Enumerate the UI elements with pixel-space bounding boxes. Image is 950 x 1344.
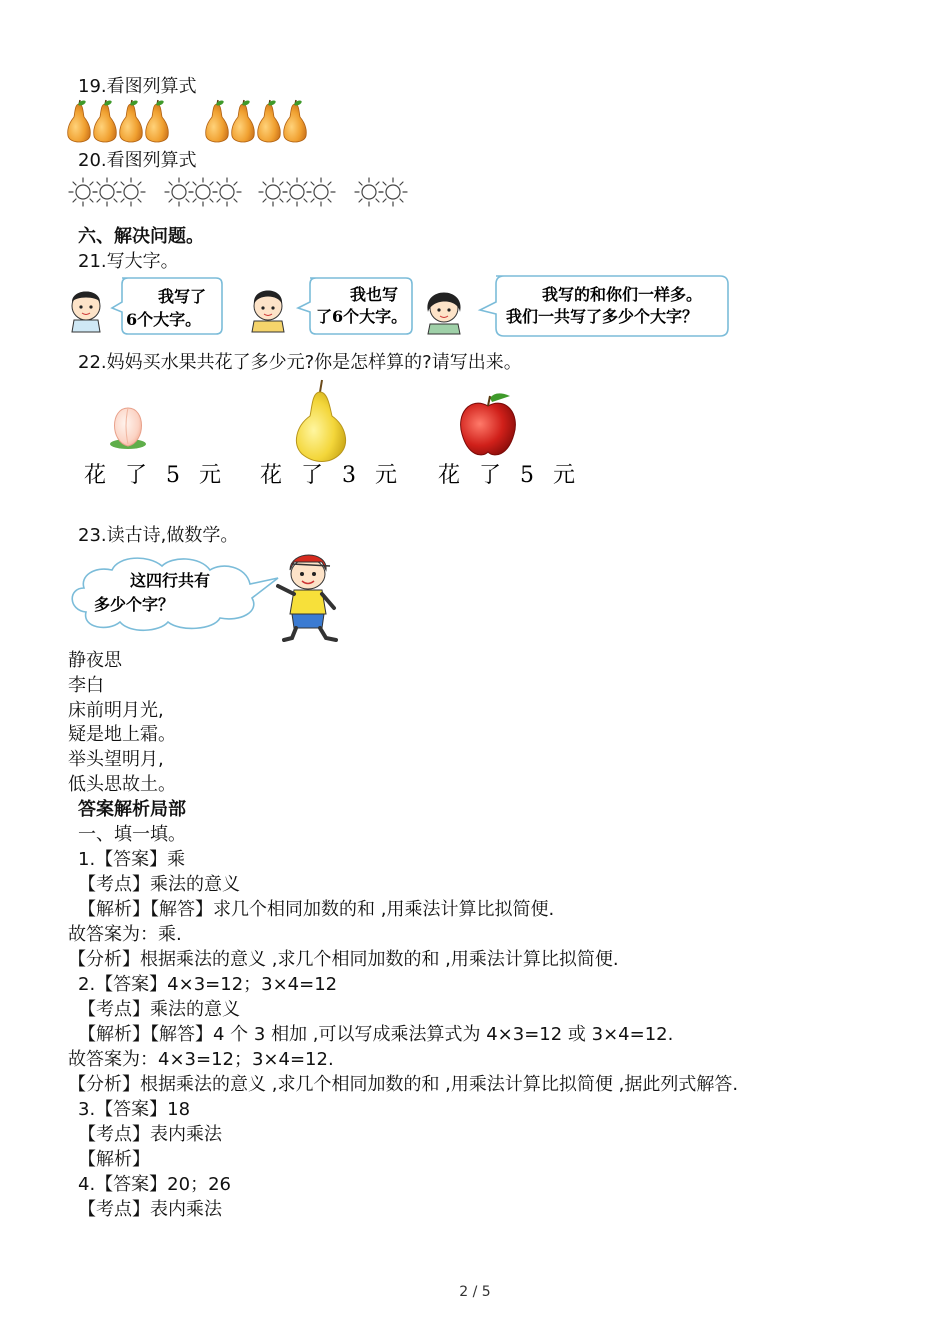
apple-image [461,393,516,454]
q23-title: 23.读古诗,做数学。 [78,525,239,546]
section6-title: 六、解决问题。 [78,226,204,247]
answer-line: 【考点】表内乘法 [78,1199,222,1220]
cloud-line2: 多少个字？ [94,595,175,614]
q21-illustration [66,272,736,344]
boy-avatar-2 [252,291,284,333]
answers-part1: 一、填一填。 [78,824,186,845]
pear-image [296,380,345,462]
q19-title: 19.看图列算式 [78,76,197,97]
answer-line: 【解析】【解答】求几个相同加数的和 ,用乘法计算比拟简便. [78,899,555,920]
answer-line: 【考点】乘法的意义 [78,874,240,895]
poem-line-2: 疑是地上霜。 [68,724,176,745]
bubble2-line1: 我也写 [350,285,399,304]
bubble1-line1: 我写了 [158,287,207,306]
poem-line-4: 低头思故土。 [68,774,176,795]
poem-line-3: 举头望明月, [68,749,164,770]
q20-title: 20.看图列算式 [78,150,197,171]
bubble3-line1: 我写的和你们一样多。 [542,285,703,304]
q22-fruits [80,378,581,488]
suns-illustration [66,174,411,212]
pears-illustration [64,98,324,146]
answer-line: 【考点】乘法的意义 [78,999,240,1020]
page-number: 2 / 5 [459,1284,491,1300]
price-peach: 花 了 5 元 [84,463,227,488]
poem-title: 静夜思 [68,650,122,671]
answer-line: 2.【答案】4×3=12；3×4=12 [78,974,338,995]
cloud-line1: 这四行共有 [130,571,211,590]
peach-image [110,408,146,449]
answer-line: 3.【答案】18 [78,1099,191,1120]
answer-line: 故答案为：4×3=12；3×4=12. [68,1049,334,1070]
q22-title: 22.妈妈买水果共花了多少元?你是怎样算的?请写出来。 [78,352,522,373]
bubble1-line2: 6个大字。 [126,310,202,329]
answer-line: 【考点】表内乘法 [78,1124,222,1145]
q21-title: 21.写大字。 [78,251,179,272]
price-pear: 花 了 3 元 [260,463,403,488]
answer-line: 1.【答案】乘 [78,849,186,870]
answer-line: 故答案为：乘. [68,924,182,945]
poem-line-1: 床前明月光, [68,700,164,721]
boy-cartoon [278,555,336,640]
q23-illustration [64,548,354,648]
girl-avatar [427,293,460,335]
answer-line: 【分析】根据乘法的意义 ,求几个相同加数的和 ,用乘法计算比拟简便 ,据此列式解答. [68,1074,739,1095]
answers-heading: 答案解析局部 [78,799,186,820]
answer-line: 【解析】【解答】4 个 3 相加 ,可以写成乘法算式为 4×3=12 或 3×4=12. [78,1024,674,1045]
poem-author: 李白 [68,675,104,696]
answer-line: 【分析】根据乘法的意义 ,求几个相同加数的和 ,用乘法计算比拟简便. [68,949,619,970]
answer-line: 4.【答案】20；26 [78,1174,231,1195]
boy-avatar-1 [72,292,100,333]
answer-line: 【解析】 [78,1149,150,1170]
price-apple: 花 了 5 元 [438,463,581,488]
bubble2-line2: 了6个大字。 [316,307,408,326]
bubble3-line2: 我们一共写了多少个大字？ [506,307,699,326]
